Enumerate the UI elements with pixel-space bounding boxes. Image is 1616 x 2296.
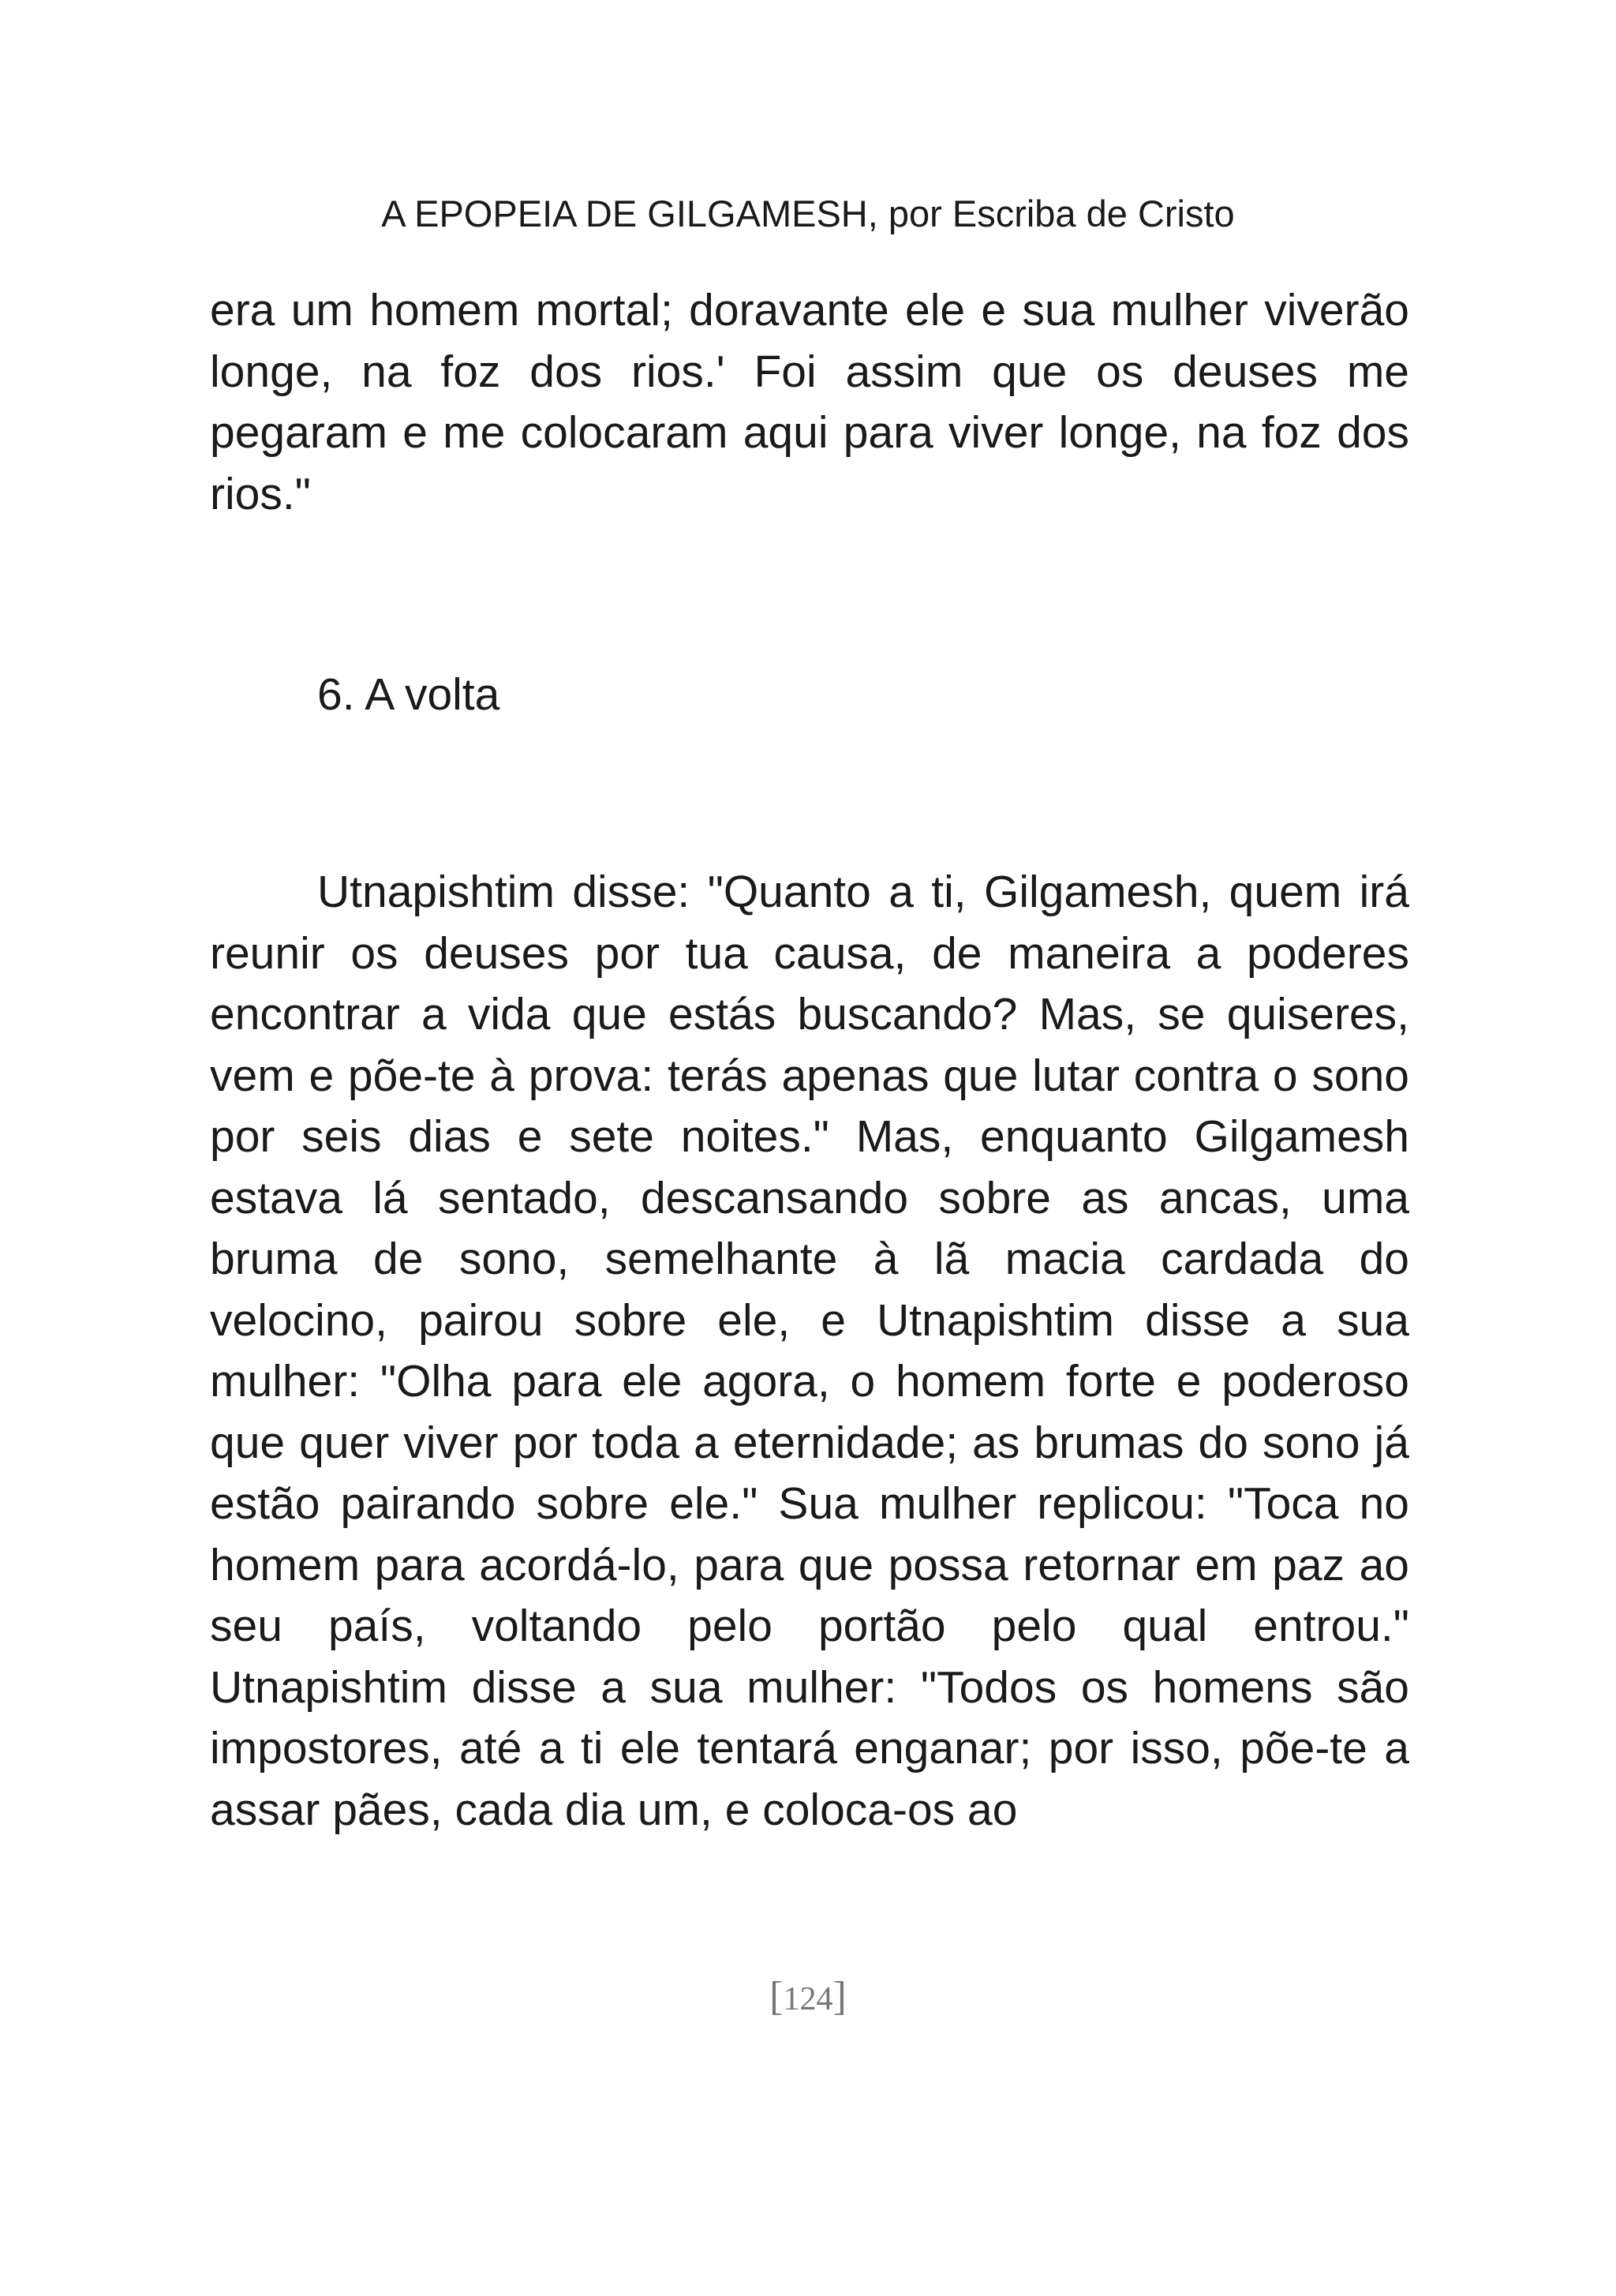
running-header: A EPOPEIA DE GILGAMESH, por Escriba de Cristo [381, 193, 1235, 234]
main-paragraph: Utnapishtim disse: "Quanto a ti, Gilgamesh, quem irá reunir os deuses por tua causa, de maneira a poderes encontrar a vida que estás buscando? Mas, se quiseres, vem e põe-te à prova: terás apenas que lutar contra o sono por seis dias e sete noites." Mas, enquanto Gilgamesh estava lá sentado, descansando sobre as ancas, uma bruma de sono, semelhante à lã macia cardada do velocino, pairou sobre ele, e Utnapishtim disse a sua mulher: "Olha para ele agora, o homem forte e poderoso que quer viver por toda a eternidade; as brumas do sono já estão pairando sobre ele." Sua mulher replicou: "Toca no homem para acordá-lo, para que possa retornar em paz ao seu país, voltando pelo portão pelo qual entrou." Utnapishtim disse a sua mulher: "Todos os homens são impostores, até a ti ele tentará enganar; por isso, põe-te a assar pães, cada dia um, e coloca-os ao [210, 867, 1409, 1835]
page-number-value: 124 [783, 1981, 833, 2017]
continued-paragraph: era um homem mortal; doravante ele e sua mulher viverão longe, na foz dos rios.' Foi assim que os deuses me pegaram e me colocaram aqui para viver longe, na foz dos rios." [210, 285, 1409, 519]
page-number-bracket-open: [ [769, 1974, 784, 2019]
page-number-bracket-close: ] [832, 1974, 847, 2019]
section-heading: 6. A volta [317, 669, 500, 720]
page-number [0, 1973, 1616, 2023]
